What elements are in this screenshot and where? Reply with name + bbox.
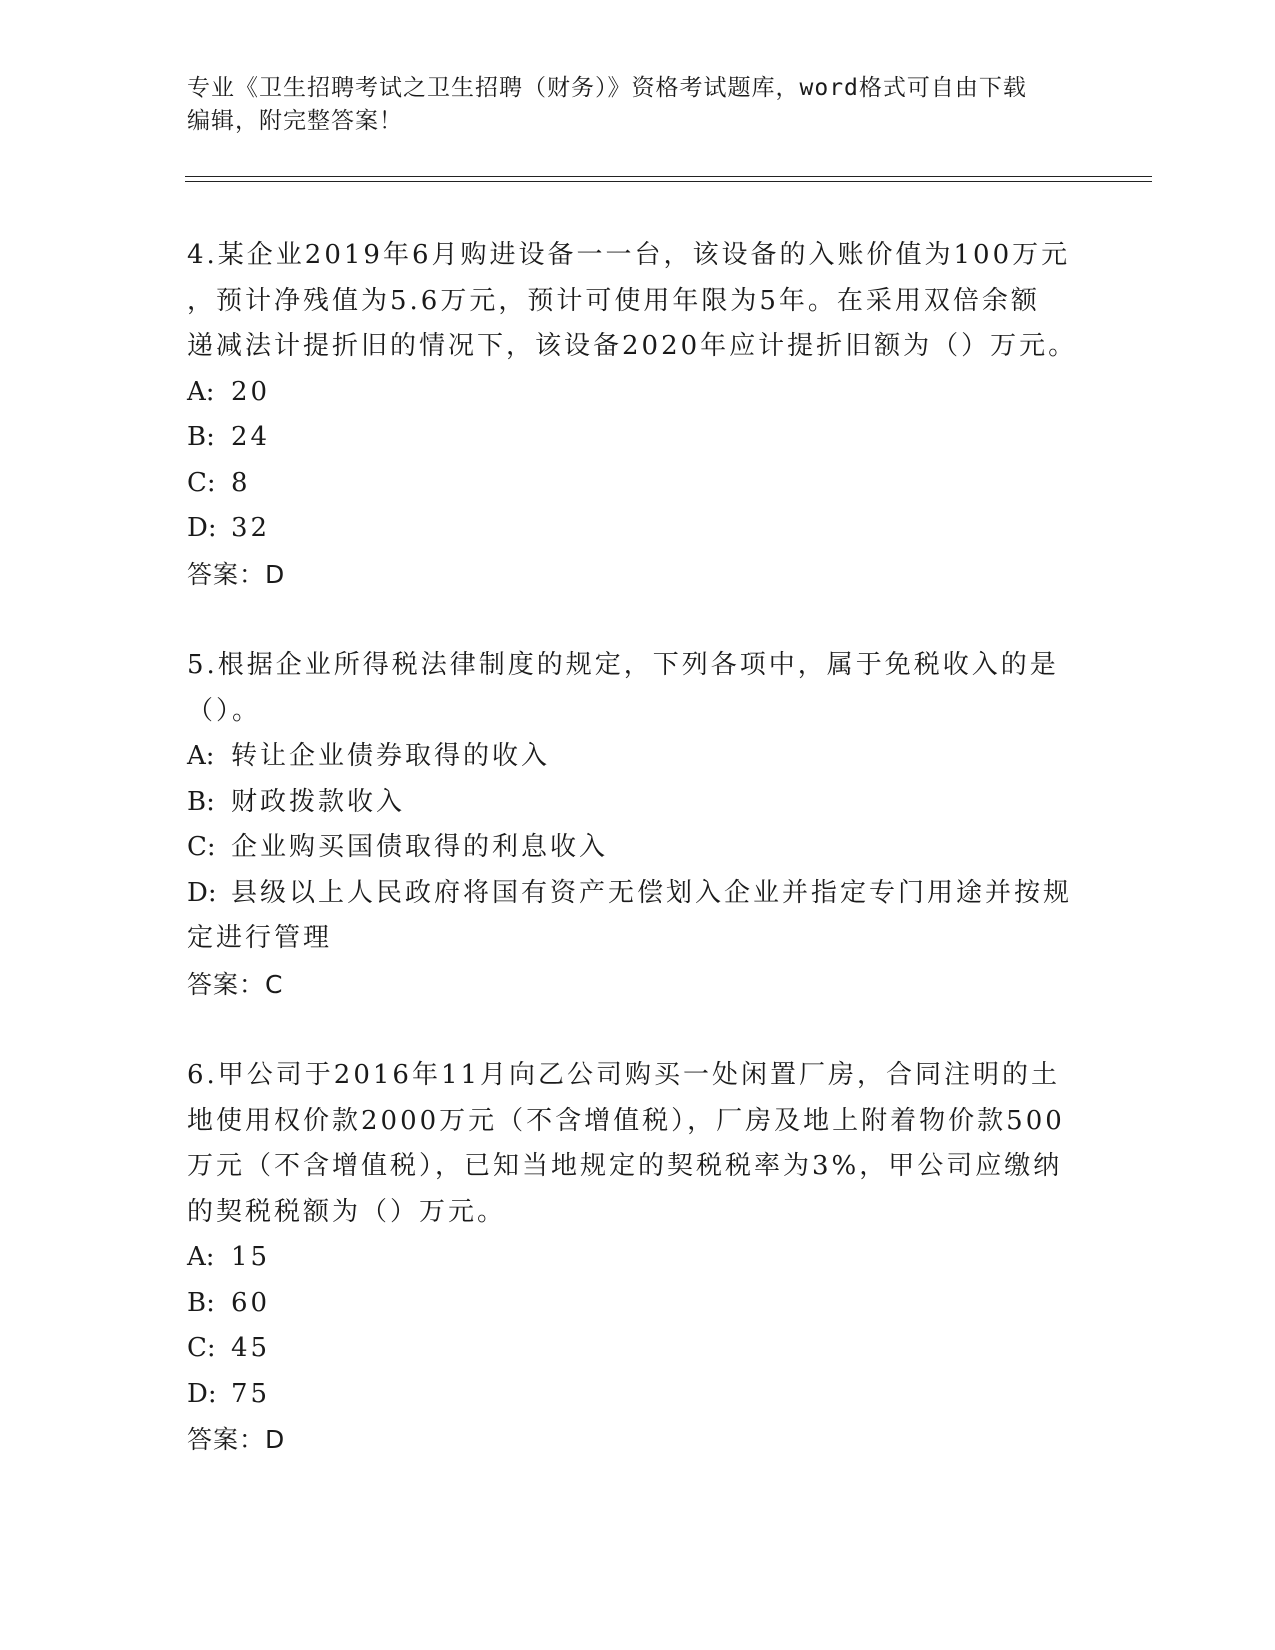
question-stem-line: 4.某企业2019年6月购进设备一一台，该设备的入账价值为100万元 bbox=[187, 240, 1071, 270]
option-text: 24 bbox=[231, 422, 271, 452]
option-letter: C: bbox=[187, 1333, 216, 1363]
option-letter: D: bbox=[187, 513, 217, 543]
option-letter: A: bbox=[187, 741, 215, 771]
question-stem-line: ，预计净残值为5.6万元，预计可使用年限为5年。在采用双倍余额 bbox=[187, 285, 1040, 316]
option-letter: C: bbox=[187, 832, 216, 862]
option-b bbox=[187, 1281, 1087, 1327]
header-line-2: 编辑，附完整答案！ bbox=[187, 108, 403, 134]
option-a bbox=[187, 734, 1087, 780]
question-stem-line: 地使用权价款2000万元（不含增值税），厂房及地上附着物价款500 bbox=[187, 1105, 1065, 1136]
option-text: 75 bbox=[231, 1378, 271, 1409]
question-4 bbox=[187, 233, 1087, 597]
option-a bbox=[187, 370, 1087, 416]
option-d-continuation: 定进行管理 bbox=[187, 923, 333, 953]
option-d bbox=[187, 506, 1087, 552]
header-line-1: 专业《卫生招聘考试之卫生招聘（财务）》资格考试题库，word格式可自由下载 bbox=[187, 75, 1027, 101]
document-header bbox=[187, 72, 1067, 138]
header-divider-bottom bbox=[185, 181, 1152, 182]
question-5 bbox=[187, 643, 1087, 1007]
option-text: 20 bbox=[231, 376, 271, 407]
option-letter: D: bbox=[187, 877, 217, 908]
option-d bbox=[187, 1372, 1087, 1418]
option-c bbox=[187, 461, 1087, 507]
option-letter: D: bbox=[187, 1378, 217, 1409]
question-stem-line: 6.甲公司于2016年11月向乙公司购买一处闲置厂房，合同注明的土 bbox=[187, 1060, 1061, 1090]
option-letter: B: bbox=[187, 786, 215, 817]
option-text: 15 bbox=[231, 1242, 271, 1272]
answer-line: 答案：C bbox=[187, 969, 284, 999]
option-text: 32 bbox=[231, 513, 271, 543]
answer-line: 答案：D bbox=[187, 1425, 286, 1454]
option-d bbox=[187, 871, 1087, 917]
question-stem-line: （）。 bbox=[187, 695, 262, 726]
option-c bbox=[187, 825, 1087, 871]
option-b bbox=[187, 780, 1087, 826]
question-6 bbox=[187, 1053, 1087, 1463]
option-text: 60 bbox=[231, 1287, 271, 1318]
question-stem-line: 万元（不含增值税），已知当地规定的契税税率为3%，甲公司应缴纳 bbox=[187, 1151, 1063, 1181]
option-text: 企业购买国债取得的利息收入 bbox=[231, 832, 609, 862]
question-stem-line: 5.根据企业所得税法律制度的规定，下列各项中，属于免税收入的是 bbox=[187, 650, 1059, 680]
option-letter: B: bbox=[187, 422, 215, 452]
option-text: 转让企业债券取得的收入 bbox=[231, 741, 551, 771]
option-text: 8 bbox=[231, 467, 251, 498]
option-c bbox=[187, 1326, 1087, 1372]
option-b bbox=[187, 415, 1087, 461]
option-letter: A: bbox=[187, 376, 215, 407]
question-stem-line: 的契税税额为（）万元。 bbox=[187, 1196, 507, 1227]
option-text: 县级以上人民政府将国有资产无偿划入企业并指定专门用途并按规 bbox=[231, 877, 1073, 908]
answer-line: 答案：D bbox=[187, 559, 286, 589]
option-letter: C: bbox=[187, 467, 216, 498]
option-letter: A: bbox=[187, 1242, 215, 1272]
option-a bbox=[187, 1235, 1087, 1281]
option-text: 45 bbox=[231, 1333, 271, 1363]
question-stem-line: 递减法计提折旧的情况下，该设备2020年应计提折旧额为（）万元。 bbox=[187, 331, 1078, 361]
option-letter: B: bbox=[187, 1287, 215, 1318]
header-divider-top bbox=[185, 176, 1152, 177]
option-text: 财政拨款收入 bbox=[231, 786, 406, 817]
